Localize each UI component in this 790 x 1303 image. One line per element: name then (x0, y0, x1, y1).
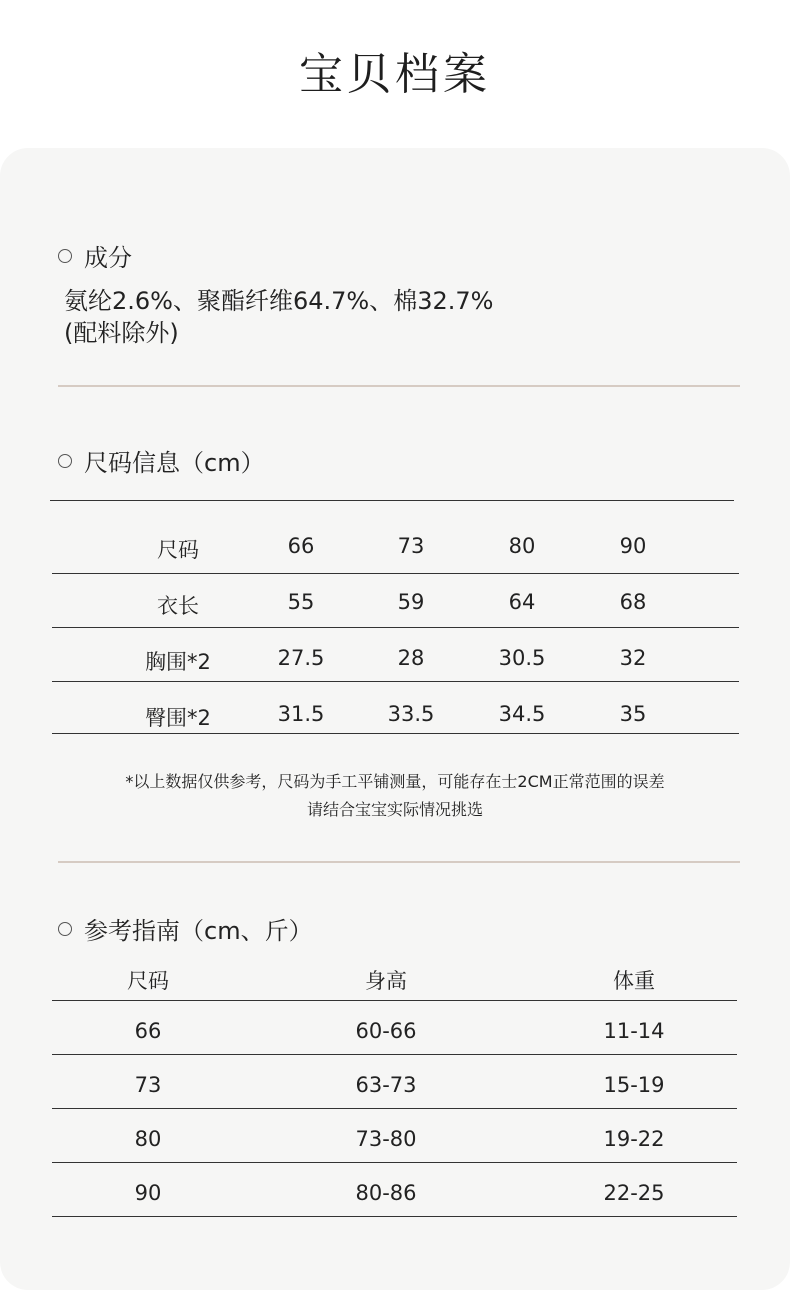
reference-table-row-line (52, 1162, 737, 1163)
reference-table-row-line (52, 1216, 737, 1217)
size-table-cell: 30.5 (498, 646, 546, 670)
size-table-cell: 33.5 (387, 702, 435, 726)
size-table-cell: 80 (508, 534, 536, 558)
reference-table-row-line (52, 1108, 737, 1109)
section-divider (58, 385, 740, 387)
size-table-row-line (52, 681, 739, 682)
section-divider (58, 861, 740, 863)
circle-bullet-icon (58, 454, 72, 468)
size-table-cell: 34.5 (498, 702, 546, 726)
size-table-top-line (50, 500, 734, 501)
reference-table-cell: 22-25 (603, 1181, 665, 1205)
page-title: 宝贝档案 (299, 49, 491, 100)
size-note-line-2: 请结合宝宝实际情况挑选 (306, 800, 483, 819)
size-table-cell: 31.5 (277, 702, 325, 726)
reference-table-cell: 60-66 (355, 1019, 417, 1043)
reference-table-row-line (52, 1054, 737, 1055)
size-table-row-label: 尺码 (157, 538, 199, 562)
size-table-cell: 35 (619, 702, 647, 726)
size-table-cell: 73 (397, 534, 425, 558)
reference-table-header: 尺码 (127, 969, 169, 993)
composition-line-2: (配料除外) (64, 319, 179, 347)
reference-table-cell: 19-22 (603, 1127, 665, 1151)
composition-text (64, 285, 493, 349)
composition-heading-label: 成分 (84, 244, 132, 272)
size-table-row-line (52, 733, 739, 734)
size-table-cell: 66 (287, 534, 315, 558)
size-table-cell: 32 (619, 646, 647, 670)
reference-table-cell: 15-19 (603, 1073, 665, 1097)
composition-line-1: 氨纶2.6%、聚酯纤维64.7%、棉32.7% (64, 287, 494, 315)
size-table-cell: 68 (619, 590, 647, 614)
reference-table-cell: 90 (134, 1181, 162, 1205)
reference-table-header: 体重 (613, 969, 655, 993)
size-table-row-label: 臀围*2 (145, 706, 211, 730)
size-table-cell: 59 (397, 590, 425, 614)
circle-bullet-icon (58, 922, 72, 936)
size-table-row-line (52, 573, 739, 574)
reference-table-header-line (52, 1000, 737, 1001)
reference-table-cell: 80-86 (355, 1181, 417, 1205)
size-table-cell: 28 (397, 646, 425, 670)
size-table-cell: 64 (508, 590, 536, 614)
reference-guide-heading (58, 911, 313, 946)
size-note-line-1: *以上数据仅供参考，尺码为手工平铺测量，可能存在士2CM正常范围的误差 (125, 772, 665, 791)
size-info-heading (58, 443, 265, 478)
size-table-cell: 27.5 (277, 646, 325, 670)
reference-table-cell: 73-80 (355, 1127, 417, 1151)
reference-table-header: 身高 (365, 969, 407, 993)
circle-bullet-icon (58, 249, 72, 263)
size-table-row-line (52, 627, 739, 628)
reference-table-cell: 73 (134, 1073, 162, 1097)
reference-table-cell: 11-14 (603, 1019, 665, 1043)
reference-table-cell: 63-73 (355, 1073, 417, 1097)
size-table-cell: 90 (619, 534, 647, 558)
composition-heading (58, 238, 132, 273)
size-table-row-label: 衣长 (157, 594, 199, 618)
reference-guide-heading-label: 参考指南（cm、斤） (84, 917, 313, 945)
reference-table-cell: 66 (134, 1019, 162, 1043)
size-table-row-label: 胸围*2 (145, 650, 211, 674)
size-table-cell: 55 (287, 590, 315, 614)
size-info-heading-label: 尺码信息（cm） (84, 449, 265, 477)
reference-table-cell: 80 (134, 1127, 162, 1151)
